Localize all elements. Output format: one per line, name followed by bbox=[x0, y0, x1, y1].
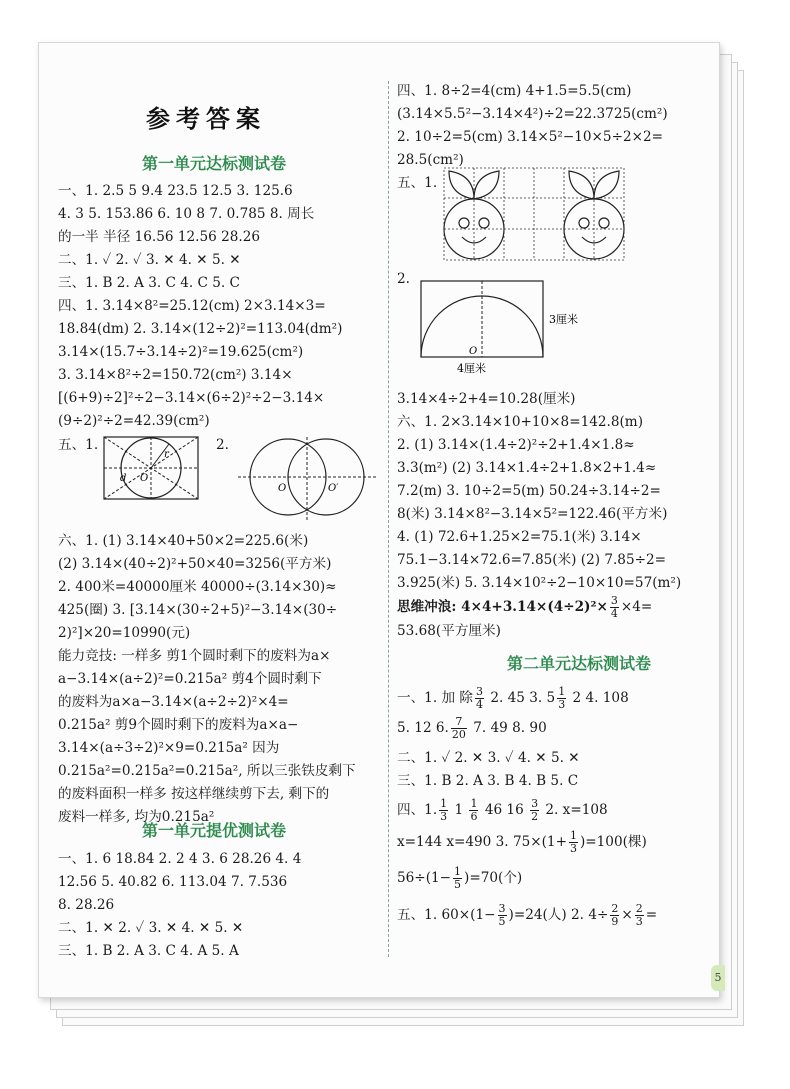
fraction: $\frac{3}{5}$ bbox=[498, 902, 506, 928]
thinking-surf-text: 思维冲浪: 4×4+3.14×(4÷2)²× bbox=[397, 599, 608, 615]
answer-line: 53.68(平方厘米) bbox=[397, 623, 501, 639]
rectangle-semicircle-figure bbox=[417, 277, 617, 373]
answer-line: 三、1. B 2. A 3. C 4. C 5. C bbox=[58, 275, 240, 291]
center-label: O bbox=[469, 346, 478, 357]
answer-line: 能力竞技: 一样多 剪1个圆时剩下的废料为a× bbox=[58, 648, 331, 664]
answer-line: 4. (1) 72.6+1.25×2=75.1(米) 3.14× bbox=[397, 529, 642, 545]
answer-line: (9÷2)²÷2=42.39(cm²) bbox=[58, 413, 210, 429]
answer-line: 3.14×4÷2+4=10.28(厘米) bbox=[397, 391, 576, 407]
fraction: $\frac{7}{20}$ bbox=[451, 715, 466, 741]
answer-line: 二、1. ✓ 2. ✓ 3. ✕ 4. ✕ 5. ✕ bbox=[58, 252, 241, 268]
answer-line: 一、1. 6 18.84 2. 2 4 3. 6 28.26 4. 4 bbox=[58, 851, 302, 867]
answer-line: 三、1. B 2. A 3. C 4. A 5. A bbox=[58, 943, 239, 959]
fraction: $\frac{2}{9}$ bbox=[611, 902, 619, 928]
answer-line: 六、1. (1) 3.14×40+50×2=225.6(米) bbox=[58, 533, 309, 549]
fraction: $\frac{1}{5}$ bbox=[454, 865, 462, 891]
answer-line: 3. 3.14×8²÷2=150.72(cm²) 3.14× bbox=[58, 367, 293, 383]
answer-line: 56÷(1− $\frac{1}{5}$ )=70(个) bbox=[397, 865, 523, 891]
answer-page bbox=[38, 42, 720, 998]
answer-line: 二、1. ✓ 2. ✕ 3. ✓ 4. ✕ 5. ✕ bbox=[397, 750, 580, 766]
column-divider bbox=[388, 81, 389, 957]
answer-line: 0.215a²=0.215a²=0.215a², 所以三张铁皮剩下 bbox=[58, 763, 356, 779]
answer-line: 3.3(m²) (2) 3.14×1.4÷2+1.8×2+1.4≈ bbox=[397, 460, 657, 476]
height-label: 3厘米 bbox=[549, 313, 578, 326]
answer-line: (2) 3.14×(40÷2)²+50×40=3256(平方米) bbox=[58, 556, 332, 572]
diameter-label: d bbox=[120, 473, 127, 484]
answer-line: 3.14×(a÷3÷2)²×9=0.215a² 因为 bbox=[58, 740, 280, 756]
answer-line: 12.56 5. 40.82 6. 113.04 7. 7.536 bbox=[58, 874, 288, 890]
answer-line: 3.925(米) 5. 3.14×10²÷2−10×10=57(m²) bbox=[397, 575, 682, 591]
fraction: $\frac{1}{3}$ bbox=[569, 829, 577, 855]
page-title: 参考答案 bbox=[146, 105, 266, 133]
center-o-label: O bbox=[278, 483, 287, 494]
fraction: $\frac{1}{6}$ bbox=[470, 797, 478, 823]
fraction: $\frac{3}{4}$ bbox=[610, 594, 618, 620]
answer-line: 废料一样多, 均为0.215a² bbox=[58, 809, 215, 825]
answer-line: 2)²]×20=10990(元) bbox=[58, 625, 191, 641]
answer-line: 5. 12 6. $\frac{7}{20}$ 7. 49 8. 90 bbox=[397, 715, 547, 741]
answer-line: 的废料为a×a−3.14×(a÷2÷2)²×4= bbox=[58, 694, 289, 710]
answer-line: 4. 3 5. 153.86 6. 10 8 7. 0.785 8. 周长 bbox=[58, 206, 315, 222]
center-label: O bbox=[140, 473, 149, 484]
answer-line: [(6+9)÷2]²÷2−3.14×(6÷2)²÷2−3.14× bbox=[58, 390, 325, 406]
radius-label: r bbox=[164, 449, 169, 460]
answer-line: 2. 400米=40000厘米 40000÷(3.14×30)≈ bbox=[58, 579, 337, 595]
answer-line: 思维冲浪: 4×4+3.14×(4÷2)²× $\frac{3}{4}$ ×4= bbox=[397, 594, 653, 620]
page-number-tab: 5 bbox=[711, 965, 725, 991]
answer-line: (3.14×5.5²−3.14×4²)÷2=22.3725(cm²) bbox=[397, 106, 668, 122]
answer-line: 四、1. $\frac{1}{3}$ 1 $\frac{1}{6}$ 46 16 $\frac{3}{2}$ 2. x=108 bbox=[397, 797, 608, 823]
square-circle-figure bbox=[102, 435, 202, 501]
answer-line: 28.5(cm²) bbox=[397, 152, 464, 168]
answer-line: 0.215a² 剪9个圆时剩下的废料为a×a− bbox=[58, 717, 299, 733]
answer-line: 8. 28.26 bbox=[58, 897, 115, 913]
fraction: $\frac{3}{2}$ bbox=[531, 797, 539, 823]
answer-line: 五、1. bbox=[58, 437, 99, 453]
fraction: $\frac{2}{3}$ bbox=[635, 902, 643, 928]
section-title-unit1-standard: 第一单元达标测试卷 bbox=[142, 154, 287, 173]
two-circles-figure bbox=[230, 435, 380, 525]
answer-line: 二、1. ✕ 2. ✓ 3. ✕ 4. ✕ 5. ✕ bbox=[58, 920, 244, 936]
answer-line: 四、1. 3.14×8²=25.12(cm) 2×3.14×3= bbox=[58, 298, 326, 314]
answer-line: 8(米) 3.14×8²−3.14×5²=122.46(平方米) bbox=[397, 506, 668, 522]
answer-line: 2. 10÷2=5(cm) 3.14×5²−10×5÷2×2= bbox=[397, 129, 664, 145]
answer-line: 六、1. 2×3.14×10+10×8=142.8(m) bbox=[397, 414, 644, 430]
answer-line: 五、1. 60×(1− $\frac{3}{5}$ )=24(人) 2. 4÷ $\frac{2}{9}$ × $\frac{2}{3}$ = bbox=[397, 902, 658, 928]
answer-line: 3.14×(15.7÷3.14÷2)²=19.625(cm²) bbox=[58, 344, 304, 360]
answer-line: 2. bbox=[397, 271, 410, 287]
answer-line: 三、1. B 2. A 3. B 4. B 5. C bbox=[397, 773, 579, 789]
answer-line: 五、1. bbox=[397, 175, 438, 191]
answer-line: 75.1−3.14×72.6=7.85(米) (2) 7.85÷2= bbox=[397, 552, 667, 568]
grid-faces-figure bbox=[443, 167, 625, 261]
fraction: $\frac{1}{3}$ bbox=[558, 685, 566, 711]
answer-line: 一、1. 2.5 5 9.4 23.5 12.5 3. 125.6 bbox=[58, 183, 293, 199]
answer-line: 四、1. 8÷2=4(cm) 4+1.5=5.5(cm) bbox=[397, 83, 632, 99]
section-title-unit1-advanced: 第一单元提优测试卷 bbox=[142, 821, 287, 840]
answer-line: 一、1. 加 除 $\frac{3}{4}$ 2. 45 3. 5 $\frac{1}{3}$ 2 4. 108 bbox=[397, 685, 629, 711]
fraction: $\frac{1}{3}$ bbox=[440, 797, 448, 823]
answer-line: 18.84(dm) 2. 3.14×(12÷2)²=113.04(dm²) bbox=[58, 321, 343, 337]
answer-line: 的一半 半径 16.56 12.56 28.26 bbox=[58, 229, 261, 245]
answer-line: 的废料面积一样多 按这样继续剪下去, 剩下的 bbox=[58, 786, 330, 802]
answer-line: x=144 x=490 3. 75×(1+ $\frac{1}{3}$ )=100(棵) bbox=[397, 829, 647, 855]
answer-line: 2. bbox=[216, 437, 229, 453]
width-label: 4厘米 bbox=[457, 362, 486, 375]
center-o-prime-label: O′ bbox=[328, 483, 339, 494]
fraction: $\frac{3}{4}$ bbox=[476, 685, 483, 711]
answer-line: a−3.14×(a÷2)²=0.215a² 剪4个圆时剩下 bbox=[58, 671, 322, 687]
answer-line: 7.2(m) 3. 10÷2=5(m) 50.24÷3.14÷2= bbox=[397, 483, 661, 499]
answer-line: 425(圈) 3. [3.14×(30÷2+5)²−3.14×(30÷ bbox=[58, 602, 338, 618]
section-title-unit2-standard: 第二单元达标测试卷 bbox=[507, 654, 652, 673]
answer-line: 2. (1) 3.14×(1.4÷2)²÷2+1.4×1.8≈ bbox=[397, 437, 635, 453]
